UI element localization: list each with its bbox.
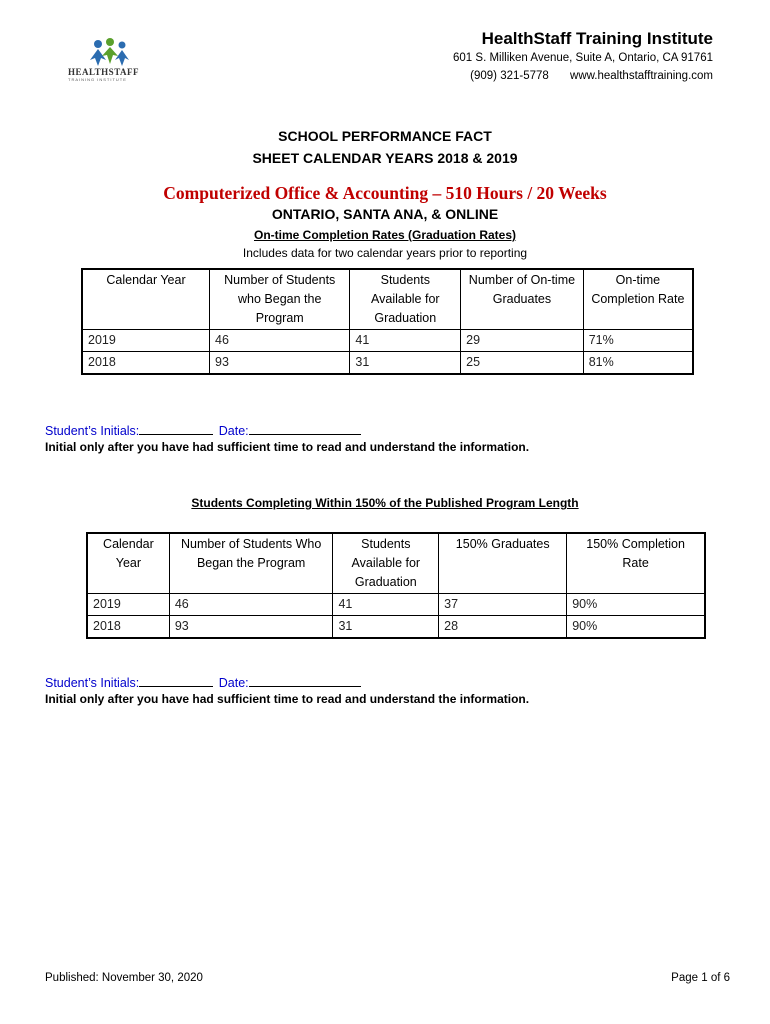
table-row xyxy=(87,616,705,639)
org-website: www.healthstafftraining.com xyxy=(570,70,713,82)
column-header: Number of Students Who Began the Program xyxy=(169,533,333,594)
org-address: 601 S. Milliken Avenue, Suite A, Ontario, CA 91761 xyxy=(453,52,713,64)
table-cell: 90% xyxy=(567,616,705,639)
table-cell: 41 xyxy=(333,594,439,616)
initials-instruction: Initial only after you have had sufficient time to read and understand the information. xyxy=(45,440,530,454)
initials-field[interactable] xyxy=(139,421,213,435)
table-cell: 46 xyxy=(210,330,350,352)
column-header: Students Available for Graduation xyxy=(350,269,461,330)
logo-tagline: TRAINING INSTITUTE xyxy=(68,77,127,82)
date-label: Date: xyxy=(218,424,249,438)
initials-label: Student’s Initials: xyxy=(45,424,140,438)
column-header: 150% Graduates xyxy=(439,533,567,594)
table-cell: 46 xyxy=(169,594,333,616)
table-cell: 81% xyxy=(583,352,693,375)
logo-wordmark: HEALTHSTAFF xyxy=(68,67,140,77)
table-header-row xyxy=(87,533,705,594)
table-cell: 41 xyxy=(350,330,461,352)
table-cell: 37 xyxy=(439,594,567,616)
table-cell: 71% xyxy=(583,330,693,352)
published-date: Published: November 30, 2020 xyxy=(45,972,203,984)
table-row xyxy=(87,594,705,616)
table-cell: 2018 xyxy=(87,616,169,639)
program-locations: ONTARIO, SANTA ANA, & ONLINE xyxy=(271,206,499,222)
initials-line xyxy=(45,673,361,690)
initials-line xyxy=(45,421,361,438)
completion150-table xyxy=(86,532,706,639)
completion-rates-table xyxy=(81,268,694,375)
date-field[interactable] xyxy=(249,673,361,687)
table-cell: 2019 xyxy=(82,330,210,352)
column-header: Number of Students who Began the Program xyxy=(210,269,350,330)
column-header: Students Available for Graduation xyxy=(333,533,439,594)
table-header-row xyxy=(82,269,693,330)
column-header: 150% Completion Rate xyxy=(567,533,705,594)
column-header: Calendar Year xyxy=(87,533,169,594)
org-phone: (909) 321-5778 xyxy=(470,70,549,82)
table-cell: 25 xyxy=(461,352,584,375)
column-header: Number of On-time Graduates xyxy=(461,269,584,330)
table-cell: 90% xyxy=(567,594,705,616)
date-label: Date: xyxy=(218,676,249,690)
date-field[interactable] xyxy=(249,421,361,435)
org-name: HealthStaff Training Institute xyxy=(481,29,713,48)
table-cell: 29 xyxy=(461,330,584,352)
table-cell: 31 xyxy=(350,352,461,375)
page-number: Page 1 of 6 xyxy=(671,972,730,984)
initials-label: Student’s Initials: xyxy=(45,676,140,690)
table-row xyxy=(82,352,693,375)
table-cell: 2018 xyxy=(82,352,210,375)
table-cell: 28 xyxy=(439,616,567,639)
completion150-heading: Students Completing Within 150% of the Published Program Length xyxy=(191,496,579,510)
table-row xyxy=(82,330,693,352)
table-cell: 2019 xyxy=(87,594,169,616)
table-cell: 93 xyxy=(169,616,333,639)
initials-field[interactable] xyxy=(139,673,213,687)
table-cell: 31 xyxy=(333,616,439,639)
completion-note: Includes data for two calendar years prior to reporting xyxy=(242,246,528,260)
completion-heading: On-time Completion Rates (Graduation Rates) xyxy=(253,228,517,242)
column-header: Calendar Year xyxy=(82,269,210,330)
table-cell: 93 xyxy=(210,352,350,375)
initials-instruction: Initial only after you have had sufficient time to read and understand the information. xyxy=(45,692,530,706)
page-title-line2: SHEET CALENDAR YEARS 2018 & 2019 xyxy=(252,150,518,166)
org-contact xyxy=(470,70,713,82)
column-header: On-time Completion Rate xyxy=(583,269,693,330)
program-title: Computerized Office & Accounting – 510 Hours / 20 Weeks xyxy=(163,183,607,203)
page-title-line1: SCHOOL PERFORMANCE FACT xyxy=(278,128,492,144)
